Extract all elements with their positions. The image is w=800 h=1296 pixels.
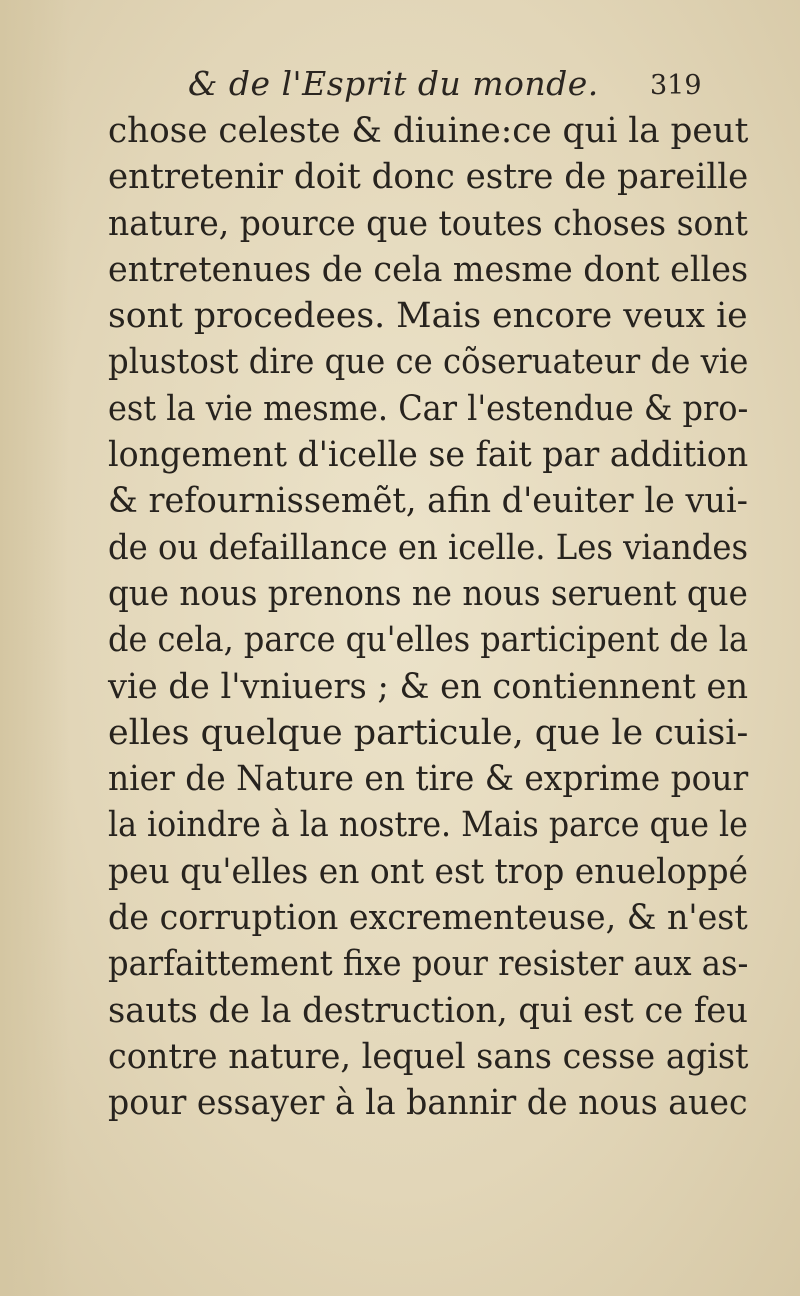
text-line: elles quelque particule, que le cuisi- — [108, 712, 749, 753]
text-line: sont procedees. Mais encore veux ie — [108, 296, 748, 337]
text-line: vie de l'vniuers ; & en contiennent en — [108, 666, 749, 707]
text-line: contre nature, lequel sans cesse agist — [108, 1036, 749, 1077]
body-text — [108, 108, 748, 1127]
text-line: sauts de la destruction, qui est ce feu — [108, 990, 748, 1031]
page-number: 319 — [650, 70, 702, 101]
text-line: est la vie mesme. Car l'estendue & pro- — [108, 388, 749, 429]
text-line: nier de Nature en tire & exprime pour — [108, 759, 749, 800]
text-line: plustost dire que ce cõseruateur de vie — [108, 342, 749, 383]
text-line: peu qu'elles en ont est trop enueloppé — [108, 851, 749, 892]
text-line: que nous prenons ne nous seruent que — [108, 573, 748, 614]
text-line: de ou defaillance en icelle. Les viandes — [108, 527, 749, 568]
text-line: la ioindre à la nostre. Mais parce que le — [108, 805, 748, 846]
running-head: & de l'Esprit du monde. — [188, 64, 599, 103]
text-line: longement d'icelle se fait par addition — [108, 435, 749, 476]
text-line: pour essayer à la bannir de nous auec — [108, 1083, 748, 1124]
text-line: chose celeste & diuine:ce qui la peut — [108, 111, 749, 151]
page-header — [188, 64, 748, 114]
text-line: de cela, parce qu'elles participent de la — [108, 620, 749, 661]
text-line: parfaittement fixe pour resister aux as- — [108, 944, 749, 985]
page-gutter-shadow — [0, 0, 70, 1296]
text-line: & refournissemẽt, afin d'euiter le vui- — [108, 481, 749, 522]
text-line: entretenir doit donc estre de pareille — [108, 157, 749, 198]
text-line: entretenues de cela mesme dont elles — [108, 249, 749, 290]
text-line: de corruption excrementeuse, & n'est — [108, 898, 748, 939]
text-line: nature, pource que toutes choses sont — [108, 203, 748, 244]
